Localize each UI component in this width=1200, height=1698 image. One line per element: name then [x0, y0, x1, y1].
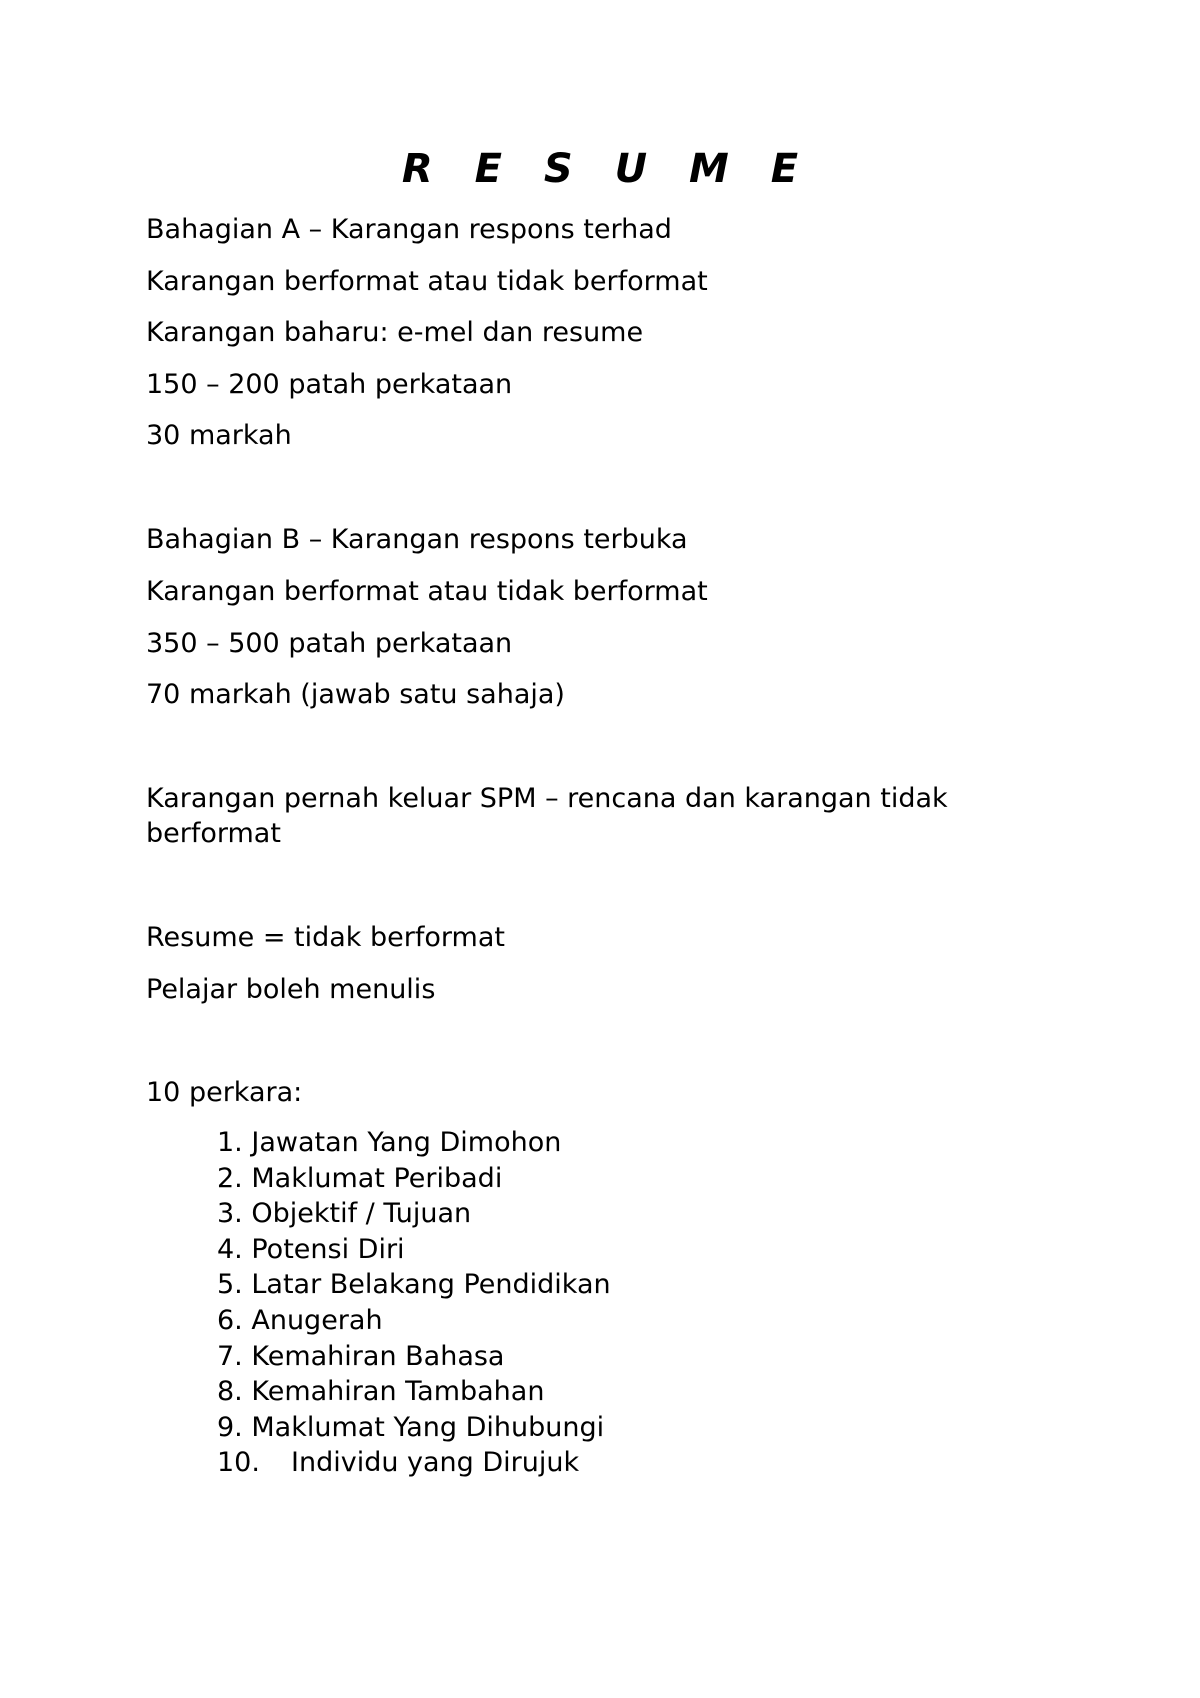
list-item-number: 6.	[217, 1304, 243, 1336]
list-item-text: Objektif / Tujuan	[251, 1198, 472, 1230]
list-item	[217, 1232, 611, 1268]
list-item-number: 5.	[217, 1269, 243, 1301]
list-item-number: 4.	[217, 1233, 243, 1265]
spm-note: Karangan pernah keluar SPM – rencana dan karangan tidak berformat	[146, 783, 948, 849]
list-item-text: Maklumat Peribadi	[251, 1162, 503, 1194]
list-item	[217, 1410, 611, 1446]
list-item-number: 1.	[217, 1127, 243, 1158]
list-item-number: 3.	[217, 1198, 243, 1230]
list-item-text: Individu yang Dirujuk	[291, 1447, 580, 1479]
list-item-text: Kemahiran Tambahan	[251, 1376, 545, 1408]
section-b-heading: Bahagian B – Karangan respons terbuka	[146, 524, 688, 555]
list-item-number: 2.	[217, 1162, 243, 1194]
list-item-number: 9.	[217, 1411, 243, 1443]
list-heading: 10 perkara:	[146, 1077, 303, 1108]
list-item	[217, 1161, 611, 1197]
list-item-text: Kemahiran Bahasa	[251, 1340, 505, 1372]
list-item-text: Potensi Diri	[251, 1233, 405, 1265]
page-title: R E S U M E	[401, 146, 813, 192]
list-item-text: Anugerah	[251, 1304, 383, 1336]
resume-note-line-1: Resume = tidak berformat	[146, 922, 505, 953]
list-item	[217, 1445, 611, 1481]
list-item	[217, 1196, 611, 1232]
section-a-heading: Bahagian A – Karangan respons terhad	[146, 214, 672, 245]
list-item-text: Jawatan Yang Dimohon	[251, 1127, 562, 1158]
resume-items-list	[217, 1125, 611, 1481]
list-item	[217, 1339, 611, 1375]
section-a-line-2: Karangan baharu: e-mel dan resume	[146, 317, 644, 348]
list-item	[217, 1374, 611, 1410]
section-b-line-1: Karangan berformat atau tidak berformat	[146, 576, 708, 607]
list-item	[217, 1125, 611, 1161]
list-item-number: 10.	[217, 1447, 260, 1479]
section-a-line-4: 30 markah	[146, 420, 292, 451]
section-b-line-3: 70 markah (jawab satu sahaja)	[146, 679, 565, 710]
list-item-number: 7.	[217, 1340, 243, 1372]
section-a-line-3: 150 – 200 patah perkataan	[146, 369, 513, 400]
resume-note-line-2: Pelajar boleh menulis	[146, 974, 436, 1005]
list-item-text: Latar Belakang Pendidikan	[251, 1269, 611, 1301]
section-a-line-1: Karangan berformat atau tidak berformat	[146, 266, 708, 297]
list-item	[217, 1267, 611, 1303]
section-b-line-2: 350 – 500 patah perkataan	[146, 628, 513, 659]
list-item-number: 8.	[217, 1376, 243, 1408]
list-item-text: Maklumat Yang Dihubungi	[251, 1411, 605, 1443]
list-item	[217, 1303, 611, 1339]
